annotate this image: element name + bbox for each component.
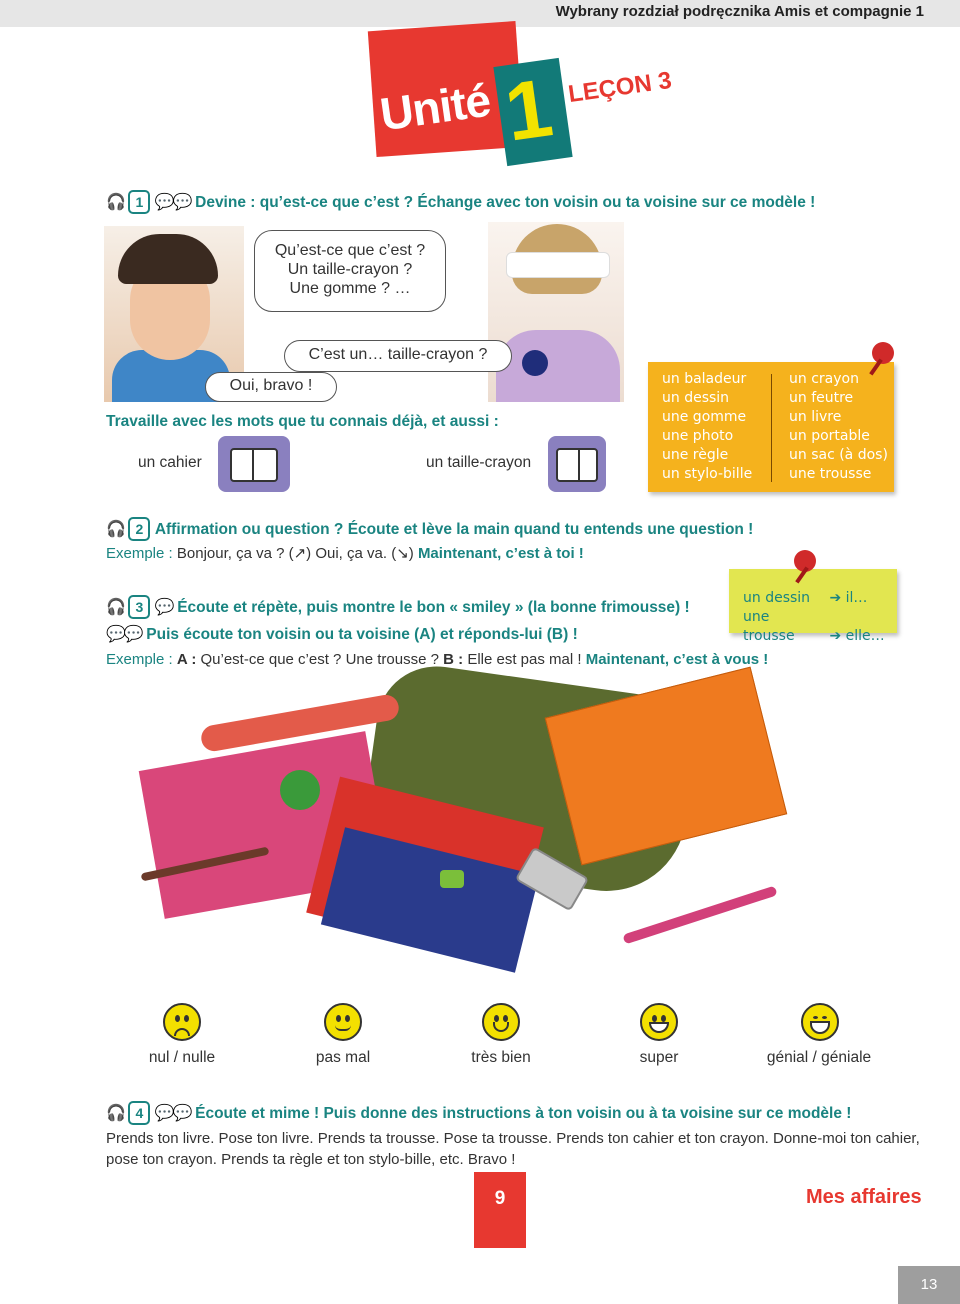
speech-bubble-question	[254, 230, 446, 312]
vocab-item: une règle	[662, 447, 729, 463]
vocabulary-instruction: Travaille avec les mots que tu connais déjà, et aussi :	[106, 413, 499, 430]
speaker-b-label: B :	[443, 651, 464, 668]
exercise-2-instruction: Affirmation ou question ? Écoute et lève la main quand tu entends une question !	[154, 521, 754, 538]
section-title: Mes affaires	[806, 1186, 922, 1208]
smiley-laugh-icon[interactable]	[801, 1003, 839, 1041]
vocab-item: un dessin	[662, 390, 730, 406]
smiley-sad-icon[interactable]	[163, 1003, 201, 1041]
repeat-speech-icon: 💬	[154, 599, 173, 616]
speaking-pair-icon: 💬💬	[154, 1105, 191, 1122]
smiley-label: pas mal	[315, 1049, 371, 1066]
speaking-pair-icon: 💬💬	[154, 194, 191, 211]
lesson-label: LEÇON 3	[566, 66, 674, 109]
exercise-4-line: Prends ton livre. Pose ton livre. Prends ta trousse. Pose ta trousse. Prends ton cahier et ton crayon. Donne-moi ton cahier,	[106, 1130, 920, 1147]
pronoun-row	[743, 608, 885, 646]
girl-shirt	[496, 330, 620, 402]
blindfold	[506, 252, 610, 278]
page-number: 13	[898, 1266, 960, 1304]
unit-label: Unité	[376, 73, 494, 141]
pronoun-row	[743, 589, 867, 608]
speech-bubble-answer: Oui, bravo !	[205, 372, 337, 402]
notebook-icon	[218, 436, 290, 492]
vocab-item: une trousse	[789, 466, 872, 482]
pronoun: il…	[845, 590, 868, 606]
vocab-item: une gomme	[662, 409, 747, 425]
arrow-icon: ➔	[829, 590, 842, 606]
pushpin-icon	[872, 342, 894, 364]
exercise-1-header	[106, 190, 815, 214]
exercise-4-line: pose ton crayon. Prends ta règle et ton stylo-bille, etc. Bravo !	[106, 1151, 516, 1168]
source-title: Wybrany rozdział podręcznika Amis et compagnie 1	[555, 3, 924, 20]
exercise-3-line-2	[106, 624, 578, 644]
exercise-1-instruction: Devine : qu’est-ce que c’est ? Échange avec ton voisin ou ta voisine sur ce modèle !	[195, 194, 816, 211]
vocab-item: un livre	[789, 409, 842, 425]
exercise-3-instruction-2: Puis écoute ton voisin ou ta voisine (A) et réponds-lui (B) !	[146, 626, 578, 643]
arrow-icon: ➔	[829, 628, 842, 644]
unit-number: 1	[499, 62, 558, 159]
example-text: Bonjour, ça va ? (↗) Oui, ça va. (↘)	[176, 545, 414, 562]
vocab-item: une photo	[662, 428, 734, 444]
exercise-number: 2	[128, 517, 150, 541]
school-supplies-photo	[140, 680, 800, 960]
book-page-number: 9	[474, 1172, 526, 1248]
vocab-item: un portable	[789, 428, 870, 444]
exercise-number: 4	[128, 1101, 150, 1125]
vocab-item: un crayon	[789, 371, 859, 387]
vocab-item: un sac (à dos)	[789, 447, 888, 463]
vocab-item: un baladeur	[662, 371, 747, 387]
bubble-line: Un taille-crayon ?	[287, 261, 413, 278]
speaking-pair-icon: 💬💬	[106, 626, 142, 643]
smiley-label: génial / géniale	[766, 1049, 872, 1066]
exercise-2-example	[106, 544, 584, 562]
speaker-a-text: Qu’est-ce que c’est ? Une trousse ?	[200, 651, 439, 668]
example-label: Exemple :	[106, 651, 173, 668]
exercise-4-header	[106, 1101, 851, 1125]
vocab-item: un feutre	[789, 390, 854, 406]
headphones-icon: 🎧	[106, 1105, 124, 1122]
word-cahier: un cahier	[138, 454, 202, 471]
pink-pen	[622, 886, 777, 945]
headphones-icon: 🎧	[106, 521, 124, 538]
pronoun: elle…	[845, 628, 885, 644]
smiley-label: super	[639, 1049, 679, 1066]
exercise-number: 1	[128, 190, 150, 214]
exercise-number: 3	[128, 595, 150, 619]
bubble-line: Une gomme ? …	[289, 280, 411, 297]
word-taille-crayon: un taille-crayon	[426, 454, 532, 471]
mp3-player	[440, 870, 464, 888]
speech-bubble-guess: C’est un… taille-crayon ?	[284, 340, 512, 372]
exercise-3-instruction-1: Écoute et répète, puis montre le bon « smiley » (la bonne frimousse) !	[177, 599, 690, 616]
example-end: Maintenant, c’est à vous !	[585, 651, 769, 668]
speaker-a-label: A :	[176, 651, 197, 668]
speaker-b-text: Elle est pas mal !	[467, 651, 582, 668]
sharpener-icon	[548, 436, 606, 492]
exercise-4-instruction: Écoute et mime ! Puis donne des instructions à ton voisin ou à ta voisine sur ce modèle !	[195, 1105, 852, 1122]
pronoun-noun: une trousse	[743, 609, 795, 644]
vocabulary-column-1	[662, 370, 752, 484]
vocabulary-divider	[771, 374, 772, 482]
bubble-line: Qu’est-ce que c’est ?	[274, 242, 426, 259]
smiley-label: nul / nulle	[148, 1049, 216, 1066]
pronoun-noun: un dessin	[743, 590, 811, 606]
example-label: Exemple :	[106, 545, 173, 562]
fluffy-pen-topper	[280, 770, 320, 810]
smiley-grin-icon[interactable]	[640, 1003, 678, 1041]
headphones-icon: 🎧	[106, 599, 124, 616]
vocab-item: un stylo-bille	[662, 466, 753, 482]
smiley-label: très bien	[471, 1049, 531, 1066]
vocabulary-column-2	[789, 370, 888, 484]
headphones-icon: 🎧	[106, 194, 124, 211]
exercise-2-header	[106, 517, 753, 541]
smiley-smile-icon[interactable]	[482, 1003, 520, 1041]
exercise-3-line-1	[106, 595, 690, 619]
exercise-4-text	[106, 1128, 920, 1170]
example-end: Maintenant, c’est à toi !	[417, 545, 584, 562]
smiley-slight-icon[interactable]	[324, 1003, 362, 1041]
sharpener-object	[522, 350, 548, 376]
